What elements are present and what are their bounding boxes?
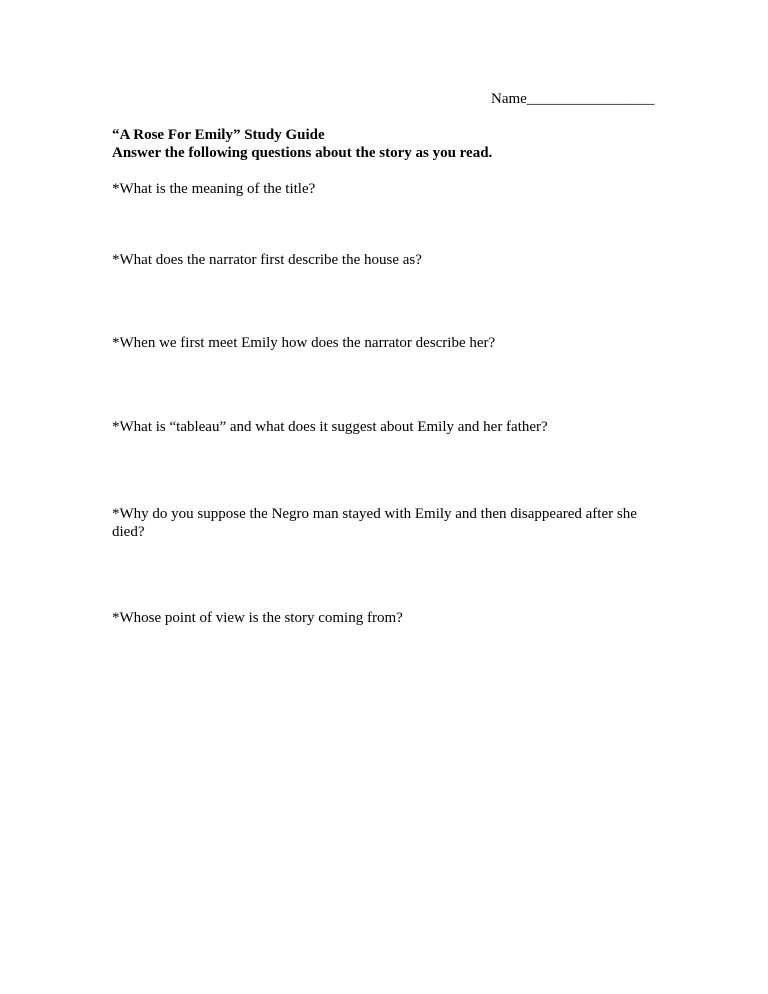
question-1: *What is the meaning of the title?	[112, 181, 316, 197]
question-5: *Why do you suppose the Negro man stayed with Emily and then disappeared after she died?	[112, 506, 637, 540]
name-field: Name_________________	[491, 91, 655, 107]
question-2: *What does the narrator first describe the house as?	[112, 252, 422, 268]
question-6: *Whose point of view is the story coming from?	[112, 610, 403, 626]
study-guide-header	[112, 126, 672, 162]
document-instructions: Answer the following questions about the story as you read.	[112, 145, 493, 161]
question-3: *When we first meet Emily how does the narrator describe her?	[112, 335, 496, 351]
document-title: “A Rose For Emily” Study Guide	[112, 127, 325, 143]
question-4: *What is “tableau” and what does it suggest about Emily and her father?	[112, 419, 548, 435]
